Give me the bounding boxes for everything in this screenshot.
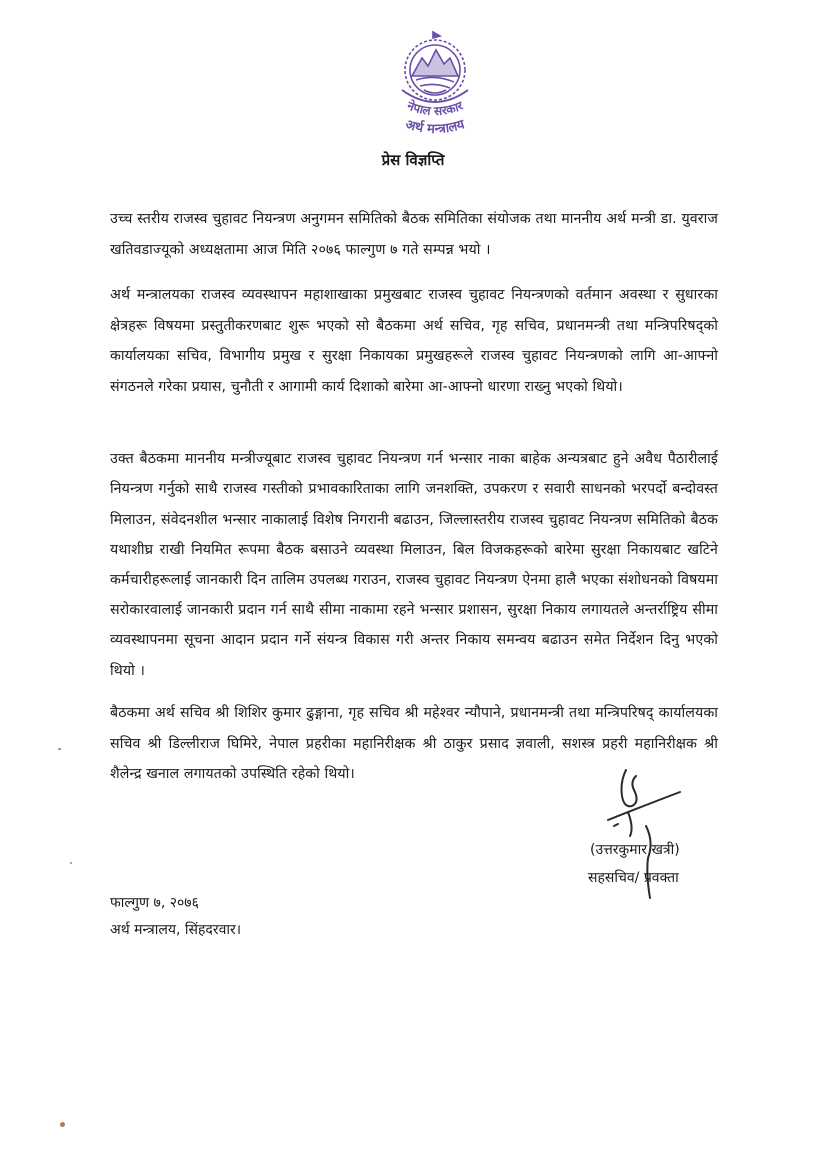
issue-date: फाल्गुण ७, २०७६ xyxy=(110,895,199,911)
paragraph-meeting-summary: उच्च स्तरीय राजस्व चुहावट नियन्त्रण अनुगमन समितिको बैठक समितिका संयोजक तथा माननीय अर्थ मन्त्री डा. युवराज खतिवडाज्यूको अध्यक्षतामा आज मिति २०७६ फाल्गुण ७ गते सम्पन्न भयो । xyxy=(110,211,718,258)
issue-place: अर्थ मन्त्रालय, सिंहदरवार। xyxy=(110,922,242,938)
svg-text:नेपाल सरकार xyxy=(404,98,466,118)
emblem-arc-text-government: नेपाल सरकार xyxy=(405,98,465,119)
signatory-name: (उत्तरकुमार खत्री) xyxy=(590,842,680,858)
scan-speck xyxy=(70,862,72,864)
page-title: प्रेस विज्ञप्ति xyxy=(381,151,445,169)
svg-text:अर्थ मन्त्रालय xyxy=(404,117,467,137)
paragraph-directives: उक्त बैठकमा माननीय मन्त्रीज्यूबाट राजस्व चुहावट नियन्त्रण गर्न भन्सार नाका बाहेक अन्यत्रबाट हुने अवैध पैठारीलाई नियन्त्रण गर्नुको साथै राजस्व गस्तीको प्रभावकारिताका लागि जनशक्ति, उपकरण र सवारी साधनको भरपर्दो बन्दोवस्त मिलाउन, संवेदनशील भन्सार नाकालाई विशेष निगरानी बढाउन, जिल्लास्तरीय राजस्व चुहावट नियन्त्रण समितिको बैठक यथाशीघ्र राखी नियमित रूपमा बैठक बसाउने व्यवस्था मिलाउन, बिल विजकहरूको बारेमा सुरक्षा निकायबाट खटिने कर्मचारीहरूलाई जानकारी दिन तालिम उपलब्ध गराउन, राजस्व चुहावट नियन्त्रण ऐनमा हालै भएका संशोधनको विषयमा सरोकारवालाई जानकारी प्रदान गर्न साथै सीमा नाकामा रहने भन्सार प्रशासन, सुरक्षा निकाय लगायतले अन्तर्राष्ट्रिय सीमा व्यवस्थापनमा सूचना आदान प्रदान गर्ने संयन्त्र विकास गरी अन्तर निकाय समन्वय बढाउन समेत निर्देशन दिनु भएको थियो । xyxy=(110,451,718,679)
government-emblem-logo xyxy=(380,28,490,140)
signatory-title: सहसचिव/ प्रवक्ता xyxy=(588,870,679,886)
scan-speck xyxy=(60,1122,65,1127)
paragraph-presentation: अर्थ मन्त्रालयका राजस्व व्यवस्थापन महाशाखाका प्रमुखबाट राजस्व चुहावट नियन्त्रणको वर्तमान अवस्था र सुधारका क्षेत्रहरू विषयमा प्रस्तुतीकरणबाट शुरू भएको सो बैठकमा अर्थ सचिव, गृह सचिव, प्रधानमन्त्री तथा मन्त्रिपरिषद्को कार्यालयका सचिव, विभागीय प्रमुख र सुरक्षा निकायका प्रमुखहरूले राजस्व चुहावट नियन्त्रणको लागि आ-आफ्नो संगठनले गरेका प्रयास, चुनौती र आगामी कार्य दिशाको बारेमा आ-आफ्नो धारणा राख्नु भएको थियो। xyxy=(110,287,718,395)
emblem-arc-text-ministry: अर्थ मन्त्रालय xyxy=(403,117,467,138)
paragraph-attendance: बैठकमा अर्थ सचिव श्री शिशिर कुमार ढुङ्गाना, गृह सचिव श्री महेश्वर न्यौपाने, प्रधानमन्त्री तथा मन्त्रिपरिषद् कार्यालयका सचिव श्री डिल्लीराज घिमिरे, नेपाल प्रहरीका महानिरीक्षक श्री ठाकुर प्रसाद ज्ञवाली, सशस्त्र प्रहरी महानिरीक्षक श्री शैलेन्द्र खनाल लगायतको उपस्थिति रहेको थियो। xyxy=(110,705,718,783)
scan-speck xyxy=(58,748,61,750)
